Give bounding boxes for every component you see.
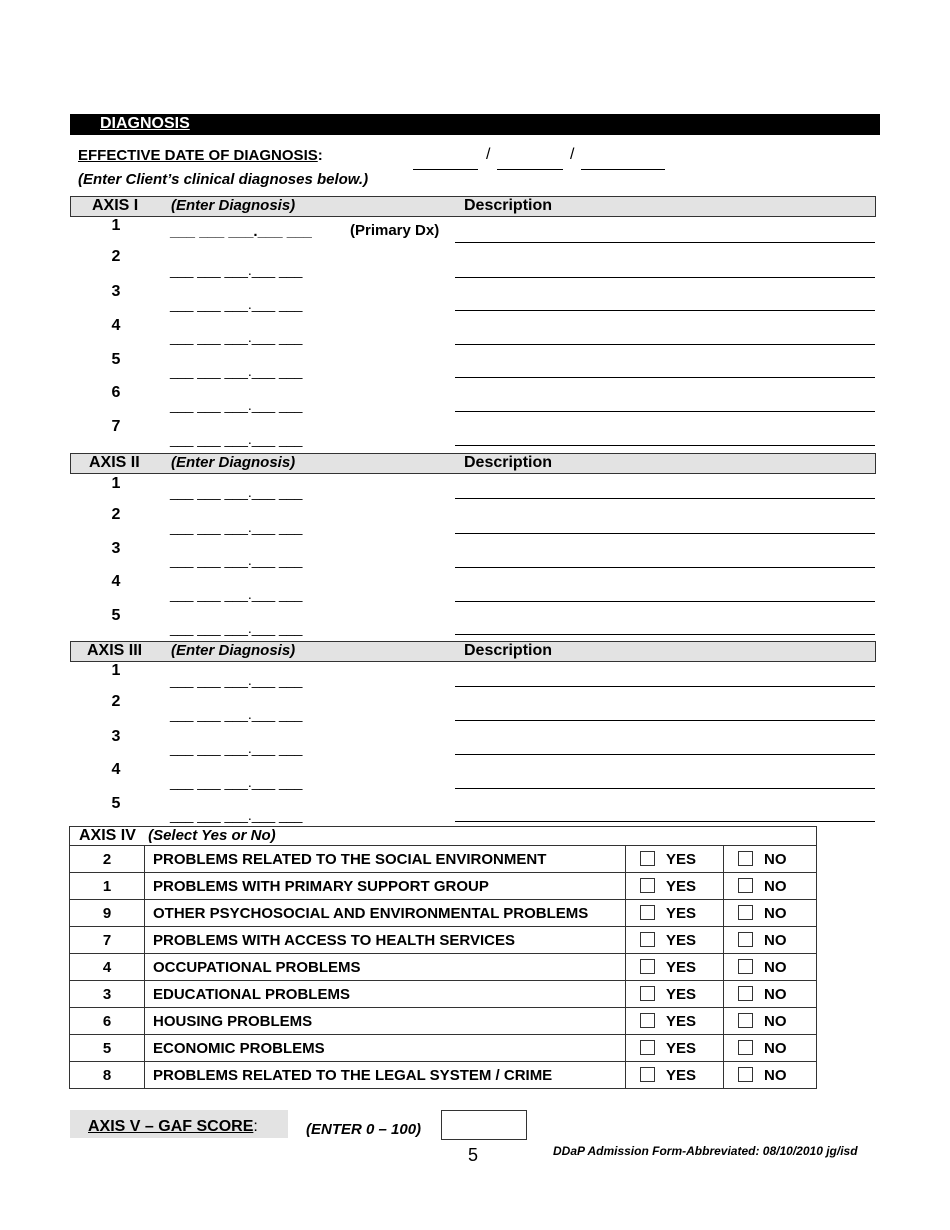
primary-dx-tag: (Primary Dx)	[350, 222, 440, 239]
axis2-description-field[interactable]	[455, 533, 875, 534]
axis4-problem: OCCUPATIONAL PROBLEMS	[145, 954, 626, 981]
axis4-code: 9	[70, 900, 145, 927]
yes-option[interactable]	[626, 981, 724, 1008]
yes-label: YES	[666, 1012, 697, 1030]
table-row	[70, 846, 817, 873]
yes-option[interactable]	[626, 927, 724, 954]
axis3-description-label: Description	[464, 642, 553, 659]
axis2-code-field[interactable]: ___ ___ ___.___ ___	[170, 552, 303, 568]
axis1-primary-code-field[interactable]: ___ ___ ___.___ ___	[170, 223, 312, 240]
axis4-code: 6	[70, 1008, 145, 1035]
axis4-problem: PROBLEMS WITH ACCESS TO HEALTH SERVICES	[145, 927, 626, 954]
yes-checkbox[interactable]	[640, 1013, 655, 1028]
axis3-code-field[interactable]: ___ ___ ___.___ ___	[170, 807, 303, 823]
axis4-problem: ECONOMIC PROBLEMS	[145, 1035, 626, 1062]
no-label: NO	[764, 1066, 787, 1084]
axis1-enter-label: (Enter Diagnosis)	[171, 197, 296, 214]
axis4-header-blank	[626, 827, 817, 846]
axis1-description-field[interactable]	[455, 344, 875, 345]
axis1-code-field[interactable]: ___ ___ ___.___ ___	[170, 363, 303, 379]
gaf-score-input[interactable]	[441, 1110, 527, 1140]
yes-label: YES	[666, 985, 697, 1003]
effective-date-label-row	[78, 147, 323, 164]
date-day-field[interactable]	[497, 169, 563, 170]
no-label: NO	[764, 931, 787, 949]
table-row	[70, 981, 817, 1008]
no-option[interactable]	[724, 1062, 817, 1089]
axis1-code-field[interactable]: ___ ___ ___.___ ___	[170, 296, 303, 312]
axis1-row-number: 4	[111, 317, 121, 334]
no-label: NO	[764, 958, 787, 976]
axis1-label: AXIS I	[92, 197, 139, 214]
axis2-description-field[interactable]	[455, 498, 875, 499]
table-row	[70, 954, 817, 981]
effective-date-label: EFFECTIVE DATE OF DIAGNOSIS	[78, 147, 318, 164]
axis3-row-number: 3	[111, 728, 121, 745]
no-label: NO	[764, 904, 787, 922]
table-row	[70, 900, 817, 927]
yes-option[interactable]	[626, 1008, 724, 1035]
axis4-code: 8	[70, 1062, 145, 1089]
axis3-row-number: 5	[111, 795, 121, 812]
axis4-problem: PROBLEMS RELATED TO THE LEGAL SYSTEM / CRIME	[145, 1062, 626, 1089]
axis2-description-label: Description	[464, 454, 553, 471]
yes-label: YES	[666, 877, 697, 895]
axis4-code: 7	[70, 927, 145, 954]
axis4-problem: PROBLEMS WITH PRIMARY SUPPORT GROUP	[145, 873, 626, 900]
axis1-row-number: 7	[111, 418, 121, 435]
axis4-code: 5	[70, 1035, 145, 1062]
yes-checkbox[interactable]	[640, 959, 655, 974]
no-checkbox[interactable]	[738, 851, 753, 866]
yes-option[interactable]	[626, 954, 724, 981]
axis4-code: 3	[70, 981, 145, 1008]
table-row	[70, 1062, 817, 1089]
gaf-hint: (ENTER 0 – 100)	[306, 1121, 422, 1138]
gaf-label: AXIS V – GAF SCORE	[88, 1118, 254, 1135]
table-row	[70, 873, 817, 900]
no-checkbox[interactable]	[738, 1013, 753, 1028]
gaf-label-row	[88, 1118, 258, 1136]
yes-label: YES	[666, 1039, 697, 1057]
no-option[interactable]	[724, 1035, 817, 1062]
axis2-code-field[interactable]: ___ ___ ___.___ ___	[170, 620, 303, 636]
no-checkbox[interactable]	[738, 905, 753, 920]
no-checkbox[interactable]	[738, 878, 753, 893]
axis2-description-field[interactable]	[455, 601, 875, 602]
axis2-label: AXIS II	[89, 454, 140, 471]
axis1-code-field[interactable]: ___ ___ ___.___ ___	[170, 431, 303, 447]
axis3-code-field[interactable]: ___ ___ ___.___ ___	[170, 774, 303, 790]
gaf-colon: :	[253, 1118, 258, 1135]
axis3-code-field[interactable]: ___ ___ ___.___ ___	[170, 672, 303, 688]
instructions-text: (Enter Client’s clinical diagnoses below.)	[78, 171, 369, 188]
axis4-problem: HOUSING PROBLEMS	[145, 1008, 626, 1035]
axis1-description-field[interactable]	[455, 277, 875, 278]
axis4-instruction: (Select Yes or No)	[148, 827, 276, 844]
axis1-description-field[interactable]	[455, 445, 875, 446]
axis1-row-number: 5	[111, 351, 121, 368]
yes-checkbox[interactable]	[640, 932, 655, 947]
yes-checkbox[interactable]	[640, 878, 655, 893]
axis4-problem: EDUCATIONAL PROBLEMS	[145, 981, 626, 1008]
no-checkbox[interactable]	[738, 1067, 753, 1082]
date-month-field[interactable]	[413, 169, 478, 170]
no-label: NO	[764, 1039, 787, 1057]
yes-label: YES	[666, 904, 697, 922]
axis1-description-field[interactable]	[455, 242, 875, 243]
no-checkbox[interactable]	[738, 1040, 753, 1055]
yes-option[interactable]	[626, 846, 724, 873]
axis1-row-number: 3	[111, 283, 121, 300]
table-row	[70, 1008, 817, 1035]
axis3-code-field[interactable]: ___ ___ ___.___ ___	[170, 706, 303, 722]
axis4-code: 1	[70, 873, 145, 900]
effective-date-colon: :	[317, 147, 323, 164]
axis3-description-field[interactable]	[455, 821, 875, 822]
axis1-row-number: 6	[111, 384, 121, 401]
axis3-label: AXIS III	[87, 642, 143, 659]
yes-label: YES	[666, 1066, 697, 1084]
no-checkbox[interactable]	[738, 932, 753, 947]
axis2-row-number: 5	[111, 607, 121, 624]
no-checkbox[interactable]	[738, 986, 753, 1001]
section-title: DIAGNOSIS	[100, 115, 190, 132]
axis3-row-number: 1	[111, 662, 121, 679]
axis3-enter-label: (Enter Diagnosis)	[171, 642, 296, 659]
axis2-enter-label: (Enter Diagnosis)	[171, 454, 296, 471]
axis4-code: 2	[70, 846, 145, 873]
no-option[interactable]	[724, 954, 817, 981]
axis1-code-field[interactable]: ___ ___ ___.___ ___	[170, 262, 303, 278]
axis4-problem: OTHER PSYCHOSOCIAL AND ENVIRONMENTAL PROBLEMS	[145, 900, 626, 927]
no-label: NO	[764, 850, 787, 868]
section-header-bar	[70, 114, 880, 135]
yes-checkbox[interactable]	[640, 1067, 655, 1082]
axis2-row-number: 2	[111, 506, 121, 523]
no-option[interactable]	[724, 981, 817, 1008]
yes-option[interactable]	[626, 900, 724, 927]
axis2-row-number: 1	[111, 475, 121, 492]
axis3-description-field[interactable]	[455, 788, 875, 789]
axis4-label: AXIS IV	[79, 827, 136, 844]
axis2-code-field[interactable]: ___ ___ ___.___ ___	[170, 586, 303, 602]
table-row	[70, 927, 817, 954]
axis1-code-field[interactable]: ___ ___ ___.___ ___	[170, 329, 303, 345]
yes-checkbox[interactable]	[640, 905, 655, 920]
axis1-description-field[interactable]	[455, 310, 875, 311]
no-option[interactable]	[724, 927, 817, 954]
yes-label: YES	[666, 850, 697, 868]
axis1-row-number: 1	[111, 217, 121, 234]
axis3-row-number: 2	[111, 693, 121, 710]
yes-option[interactable]	[626, 1035, 724, 1062]
yes-checkbox[interactable]	[640, 851, 655, 866]
axis1-row-number: 2	[111, 248, 121, 265]
page-number: 5	[468, 1145, 479, 1165]
axis3-description-field[interactable]	[455, 686, 875, 687]
yes-checkbox[interactable]	[640, 986, 655, 1001]
axis4-header-row	[70, 827, 817, 846]
no-option[interactable]	[724, 1008, 817, 1035]
no-label: NO	[764, 985, 787, 1003]
axis1-description-field[interactable]	[455, 377, 875, 378]
table-row	[70, 1035, 817, 1062]
no-option[interactable]	[724, 873, 817, 900]
no-option[interactable]	[724, 900, 817, 927]
no-option[interactable]	[724, 846, 817, 873]
axis2-description-field[interactable]	[455, 567, 875, 568]
axis3-code-field[interactable]: ___ ___ ___.___ ___	[170, 740, 303, 756]
axis1-description-label: Description	[464, 197, 553, 214]
axis3-description-field[interactable]	[455, 720, 875, 721]
form-id: DDaP Admission Form-Abbreviated: 08/10/2010 jg/isd	[553, 1144, 858, 1158]
axis1-description-field[interactable]	[455, 411, 875, 412]
axis4-code: 4	[70, 954, 145, 981]
no-checkbox[interactable]	[738, 959, 753, 974]
yes-label: YES	[666, 958, 697, 976]
axis1-code-field[interactable]: ___ ___ ___.___ ___	[170, 397, 303, 413]
axis2-code-field[interactable]: ___ ___ ___.___ ___	[170, 484, 303, 500]
yes-option[interactable]	[626, 1062, 724, 1089]
axis4-problem: PROBLEMS RELATED TO THE SOCIAL ENVIRONMENT	[145, 846, 626, 873]
axis2-row-number: 3	[111, 540, 121, 557]
axis4-header-cell	[70, 827, 626, 846]
axis2-description-field[interactable]	[455, 634, 875, 635]
axis4-table	[69, 826, 817, 1089]
axis2-code-field[interactable]: ___ ___ ___.___ ___	[170, 519, 303, 535]
axis3-description-field[interactable]	[455, 754, 875, 755]
yes-checkbox[interactable]	[640, 1040, 655, 1055]
no-label: NO	[764, 1012, 787, 1030]
yes-option[interactable]	[626, 873, 724, 900]
date-separator: /	[570, 146, 575, 163]
axis2-row-number: 4	[111, 573, 121, 590]
date-year-field[interactable]	[581, 169, 665, 170]
no-label: NO	[764, 877, 787, 895]
axis3-row-number: 4	[111, 761, 121, 778]
date-separator: /	[486, 146, 491, 163]
yes-label: YES	[666, 931, 697, 949]
